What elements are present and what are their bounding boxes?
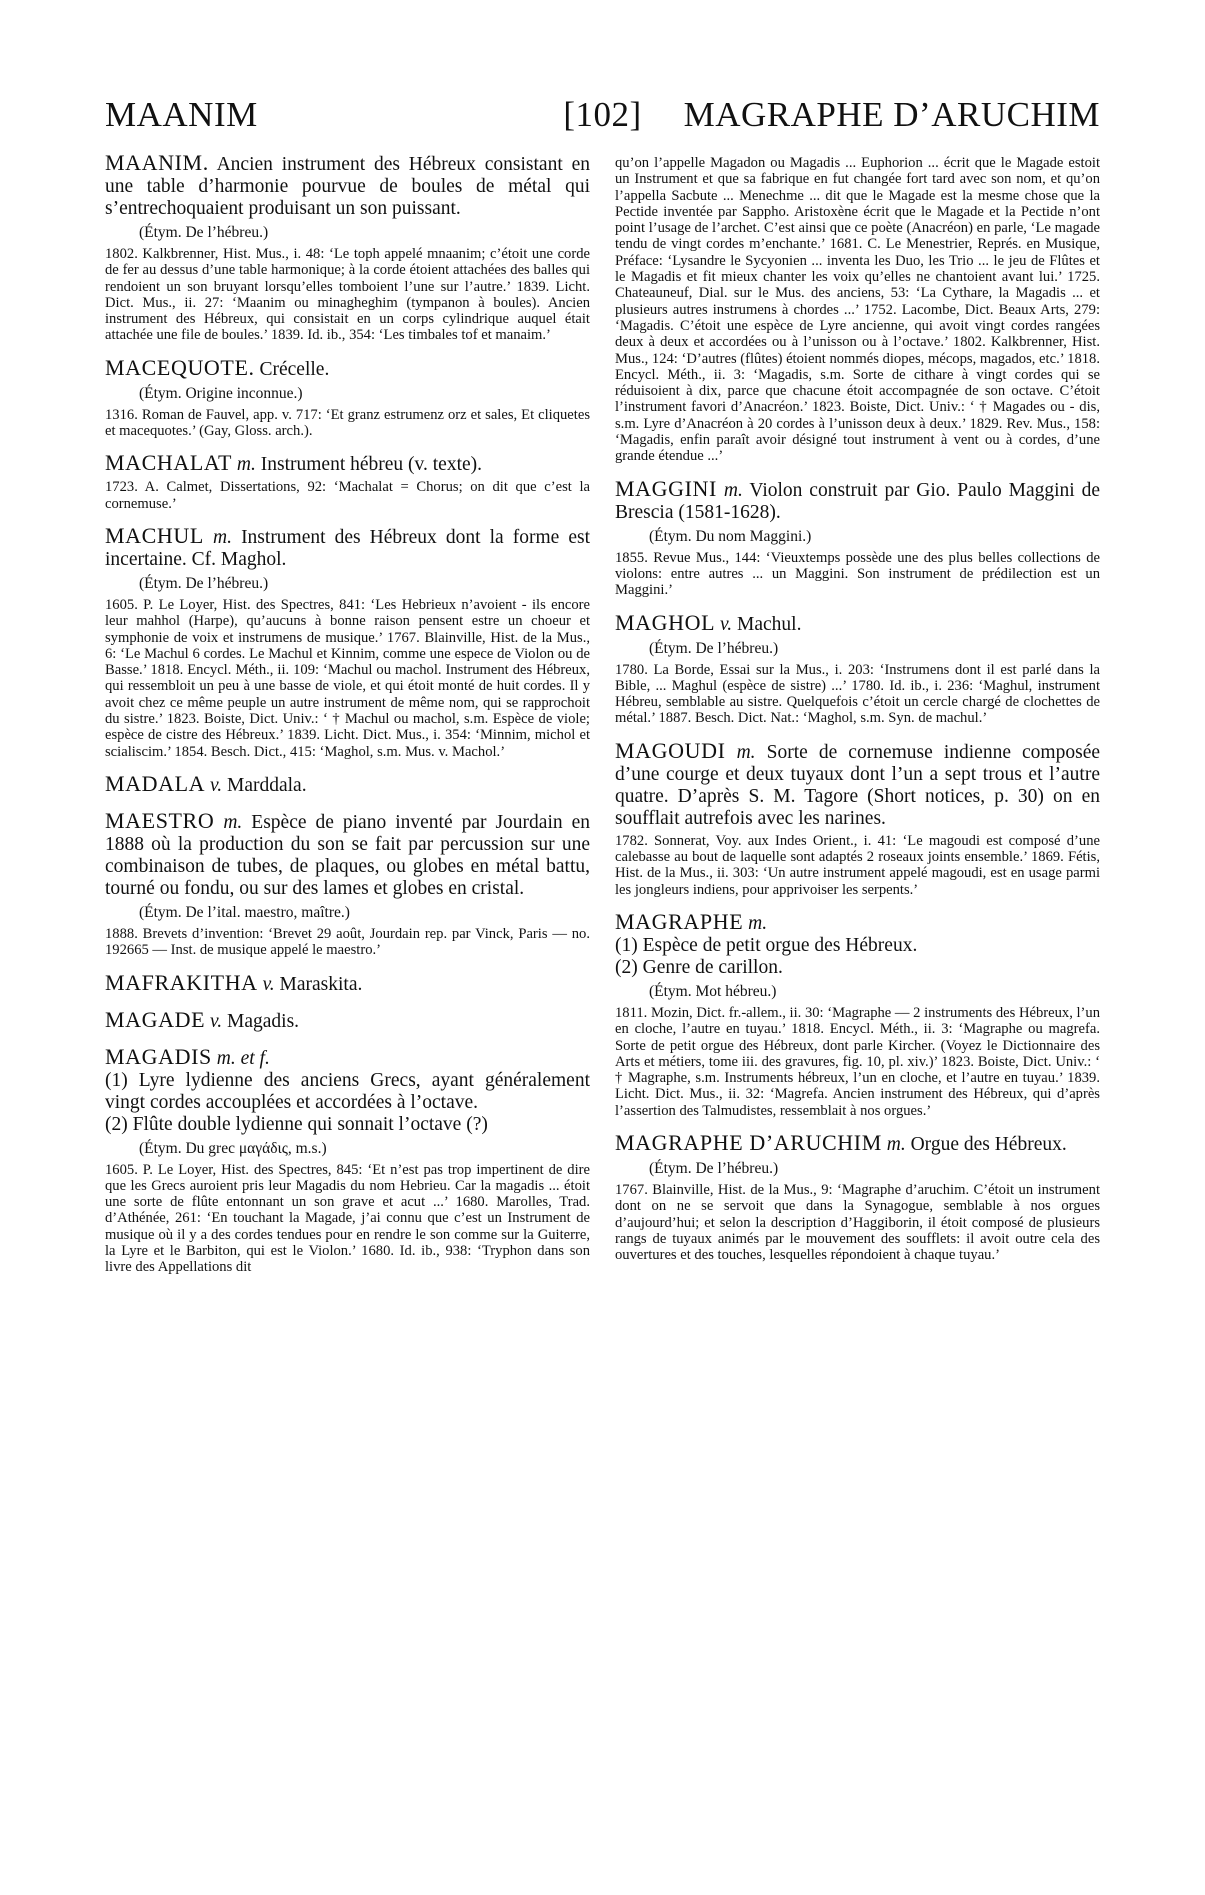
running-header: [105, 95, 1100, 141]
etymology: (Étym. De l’hébreu.): [139, 574, 269, 592]
etymology: (Étym. Du grec μαγάδις, m.s.): [139, 1139, 327, 1157]
entry-definition-line: [105, 354, 590, 381]
grammatical-label: m.: [736, 741, 756, 763]
etymology: (Étym. De l’ital. maestro, maître.): [139, 903, 350, 921]
entry-definition: Sorte de cornemuse indienne composée d’une courge et deux tuyaux dont l’un a sept trous et l’autre quatre. D’après S. M. Tagore (Short notices, p. 30) on en soufflait autrefois avec les narines.: [615, 741, 1101, 829]
entry-headword: MAGADE: [105, 1006, 206, 1032]
citations: 1782. Sonnerat, Voy. aux Indes Orient., i. 41: ‘Le magoudi est composé d’une calebasse au bout de laquelle sont adaptés 2 roseaux joints ensemble.’ 1869. Fétis, Hist. de la Mus., ii. 303: ‘Un autre instrument appelé magoudi, est en usage parmi les jongleurs indiens, pour apprivoiser les serpents.’: [615, 832, 1100, 898]
dictionary-entry: [105, 152, 590, 344]
entry-headword: MAESTRO: [105, 807, 215, 833]
dictionary-entry: [615, 609, 1100, 727]
grammatical-label: v.: [262, 973, 275, 995]
grammatical-label: m.: [886, 1133, 906, 1155]
entry-headword: MAGRAPHE D’ARUCHIM: [615, 1129, 882, 1155]
header-right-guide-word: MAGRAPHE D’ARUCHIM: [683, 95, 1100, 134]
citations: 1605. P. Le Loyer, Hist. des Spectres, 845: ‘Et n’est pas trop impertinent de dire que les Grecs auroient pris leur Magadis du nom Hebrieu. Car la magadis ... étoit une sorte de flûte entonnant un son grave et acut ...’ 1680. Marolles, Trad. d’Athénée, 261: ‘En touchant la Magade, j’ai connu que c’est un Instrument de musique où il y a des cordes tendues pour en rendre le son comme sur la Guiterre, la Lyre et le Barbiton, qui est le Violon.’ 1680. Id. ib., 938: ‘Tryphon dans son livre des Appellations dit: [105, 1161, 590, 1276]
left-column: [105, 152, 590, 1289]
entry-sense: (2) Flûte double lydienne qui sonnait l’octave (?): [105, 1113, 488, 1135]
entry-headword: MACHALAT: [105, 450, 233, 476]
entry-sense: (2) Genre de carillon.: [615, 956, 783, 978]
dictionary-entry: [615, 737, 1101, 898]
entry-definition: Maraskita.: [279, 973, 363, 995]
page-number: [102]: [563, 95, 642, 134]
entry-headword: MAGHOL: [615, 609, 716, 635]
dictionary-entry: [105, 452, 590, 512]
grammatical-label: v.: [210, 774, 223, 796]
dictionary-entry: [105, 969, 590, 996]
grammatical-label: m.: [748, 912, 768, 934]
entry-definition: Violon construit par Gio. Paulo Maggini de Brescia (1581-1628).: [615, 479, 1100, 523]
entry-headword: MACEQUOTE.: [105, 354, 255, 380]
entry-definition-line: [615, 1129, 1100, 1156]
grammatical-label: m.: [213, 526, 232, 548]
dictionary-entry: [615, 1129, 1100, 1264]
dictionary-entry: [615, 155, 1100, 465]
citations: 1811. Mozin, Dict. fr.-allem., ii. 30: ‘Magraphe — 2 instruments des Hébreux, l’un en cloche, l’autre en tuyau.’ 1818. Encycl. Méth., ii. 3: ‘Magraphe ou magrefa. Sorte de petit orgue des Hébreux, dont parle Kircher. (Voyez le Dictionnaire des Arts et métiers, tome iii. des gravures, fig. 10, pl. xiv.)’ 1823. Boiste, Dict. Univ.: ‘ † Magraphe, s.m. Instruments hébreux, l’un en cloche, et l’autre en tuyau.’ 1839. Licht. Dict. Mus., ii. 32: ‘Magrefa. Ancien instrument des Hébreux, qui d’après l’assertion des Talmudistes, ressemblait à nos orgues.’: [615, 1004, 1101, 1119]
citations: 1780. La Borde, Essai sur la Mus., i. 203: ‘Instrumens dont il est parlé dans la Bible, ... Maghul (espèce de sistre) ...’ 1780. Id. ib., i. 236: ‘Maghul, instrument Hébreu, semblable au sistre. Quelquefois c’étoit un cercle chargé de clochettes de métal.’ 1887. Besch. Dict. Nat.: ‘Maghol, s.m. Syn. de machul.’: [615, 661, 1100, 727]
dictionary-entry: [615, 475, 1100, 599]
entry-definition: Instrument des Hébreux dont la forme est incertaine. Cf. Maghol.: [105, 526, 591, 570]
entry-definition-line: [615, 475, 1100, 524]
etymology: (Étym. De l’hébreu.): [649, 1159, 779, 1177]
entry-definition-line: [105, 969, 590, 996]
entry-sense: (1) Espèce de petit orgue des Hébreux.: [615, 934, 918, 956]
entry-definition-line: [615, 908, 1100, 935]
etymology: (Étym. Du nom Maggini.): [649, 527, 812, 545]
entry-headword: MAGGINI: [615, 475, 717, 501]
entry-definition: Crécelle.: [259, 358, 330, 380]
citations: qu’on l’appelle Magadon ou Magadis ... Euphorion ... écrit que le Magade estoit un Instrument et que sa fabrique en fut changée fort tard avec son nom, et qu’on l’appella Sacbute ... Menechme ... dit que le Magade est la mesme chose que la Pectide inventée par Sappho. Aristoxène écrit que le Magade et la Pectide n’ont point l’usage de l’archet. C’est ainsi que ce poète (Anacréon) en parle, ‘Le magade tendu de vingt cordes m’enchante.’ 1681. C. Le Menestrier, Représ. en Musique, Préface: ‘Lysandre le Sycyonien ... inventa les Duo, les Trio ... le jeu de Flûtes et le Magadis et fit mieux chanter les voix qu’elles ne chantoient avant lui.’ 1725. Chateauneuf, Dial. sur le Mus. des anciens, 53: ‘La Cythare, la Magadis ... et plusieurs autres instrumens à chordes ...’ 1752. Lacombe, Dict. Beaux Arts, 279: ‘Magadis. C’étoit une espèce de Lyre ancienne, qui avoit vingt cordes rangées deux à deux et accordées ou à l’unisson ou à l’octave.’ 1802. Kalkbrenner, Hist. Mus., 124: ‘D’autres (flûtes) étoient nommés diopes, mécops, magados, etc.’ 1818. Encycl. Méth., ii. 3: ‘Magadis, s.m. Sorte de cithare à vingt cordes qui se réduisoient à dix, parce que chacune étoit accompagnée de son octave. C’étoit l’instrument favori d’Anacréon.’ 1823. Boiste, Dict. Univ.: ‘ † Magades ou - dis, s.m. Lyre d’Anacréon à 20 cordes à l’unisson deux à deux.’ 1829. Rev. Mus., 158: ‘Magadis, enfin paraît avoir désigné tout instrument à vent ou à cordes, d’une grande étendue ...’: [615, 155, 1100, 465]
entry-headword: MAFRAKITHA: [105, 969, 258, 995]
entry-definition-line: [105, 1043, 590, 1070]
entry-headword: MAANIM.: [105, 150, 209, 175]
dictionary-entry: [615, 908, 1101, 1119]
entry-headword: MADALA: [105, 770, 206, 796]
entry-headword: MAGRAPHE: [615, 908, 744, 934]
entry-definition-line: [105, 522, 591, 571]
entry-headword: MACHUL: [105, 522, 204, 548]
entry-headword: MAGOUDI: [615, 737, 726, 763]
entry-definition-line: [105, 770, 590, 797]
citations: 1888. Brevets d’invention: ‘Brevet 29 août, Jourdain rep. par Vinck, Paris — no. 192665 — Inst. de musique appelé le maestro.’: [105, 925, 590, 959]
dictionary-entry: [105, 1006, 590, 1033]
entry-definition: Machul.: [737, 613, 802, 635]
entry-definition-line: [105, 452, 590, 476]
entry-definition-line: [615, 609, 1100, 636]
citations: 1605. P. Le Loyer, Hist. des Spectres, 841: ‘Les Hebrieux n’avoient - ils encore leur mahhol (Harpe), qu’aucuns à bonne raison pensent estre un choeur et symphonie de voix et instrumens de musique.’ 1767. Blainville, Hist. de la Mus., 6: ‘Le Machul 6 cordes. Le Machul et Kinnim, comme une espece de Violon ou de Basse.’ 1818. Encycl. Méth., ii. 109: ‘Machul ou machol. Instrument des Hébreux, qui ressembloit un peu à une basse de viole, et qui étoit monté de huit cordes. Il y avoit chez ce même peuple un autre instrument de même nom, qui se rapprochoit du sistre.’ 1823. Boiste, Dict. Univ.: ‘ † Machul ou machol, s.m. Espèce de viole; espèce de cistre des Hébreux.’ 1839. Licht. Dict. Mus., i. 354: ‘Minnim, michol et scialiscim.’ 1854. Besch. Dict., 415: ‘Maghol, s.m. Mus. v. Machol.’: [105, 596, 590, 760]
grammatical-label: m.: [723, 479, 743, 501]
entry-definition-line: [105, 152, 590, 220]
grammatical-label: m.: [236, 454, 256, 476]
etymology: (Étym. De l’hébreu.): [139, 224, 269, 241]
entry-definition-line: [615, 737, 1101, 830]
dictionary-entry: [105, 770, 590, 797]
citations: 1316. Roman de Fauvel, app. v. 717: ‘Et granz estrumenz orz et sales, Et cliquetes et macequotes.’ (Gay, Gloss. arch.).: [105, 406, 590, 440]
dictionary-entry: [105, 807, 591, 959]
entry-definition: Espèce de piano inventé par Jourdain en 1888 où la production du son se fait par percussion sur une combinaison de tubes, de plaques, ou globes en métal battu, tourné ou fondu, ou sur des lames et globes en cristal.: [105, 811, 591, 899]
grammatical-label: m.: [223, 811, 243, 833]
etymology: (Étym. Mot hébreu.): [649, 982, 777, 1000]
dictionary-entry: [105, 1043, 590, 1276]
entry-definition-line: [105, 1006, 590, 1033]
dictionary-entry: [105, 522, 591, 760]
entry-definition: Instrument hébreu (v. texte).: [260, 454, 483, 476]
entry-headword: MAGADIS: [105, 1043, 212, 1069]
citations: 1802. Kalkbrenner, Hist. Mus., i. 48: ‘Le toph appelé mnaanim; c’étoit une corde de fer au dessus d’une table harmonique; à la corde étoient attachées des balles qui rendoient un son bruyant lorsqu’elles tomboient l’une sur l’autre.’ 1839. Licht. Dict. Mus., ii. 27: ‘Maanim ou minagheghim (tympanon à boules). Ancien instrument des Hébreux, qui consistait en un corps cylindrique auquel était attachée une file de boules.’ 1839. Id. ib., 354: ‘Les timbales tof et manaim.’: [105, 246, 590, 344]
dictionary-entry: [105, 354, 590, 440]
etymology: (Étym. De l’hébreu.): [649, 639, 779, 657]
entry-sense: (1) Lyre lydienne des anciens Grecs, ayant généralement vingt cordes accouplées et accordées à l’octave.: [105, 1069, 590, 1113]
etymology: (Étym. Origine inconnue.): [139, 384, 303, 402]
grammatical-label: v.: [720, 613, 733, 635]
entry-definition: Orgue des Hébreux.: [910, 1133, 1067, 1155]
grammatical-label: v.: [210, 1010, 223, 1032]
grammatical-label: m. et f.: [216, 1047, 270, 1069]
citations: 1767. Blainville, Hist. de la Mus., 9: ‘Magraphe d’aruchim. C’étoit un instrument dont on ne se servoit que dans la Synagogue, semblable à nos orgues d’aujourd’hui; et selon la description d’Haggiborin, il étoit composé de plusieurs rangs de tuyaux animés par le mouvement des soufflets: il avoit outre cela des ouvertures et des touches, lesquelles répondoient à chaque tuyau.’: [615, 1181, 1100, 1264]
entry-definition: Magadis.: [227, 1010, 300, 1032]
entry-definition: Ancien instrument des Hébreux consistant en une table d’harmonie pourvue de boules de métal qui s’entrechoquaient produisant un son puissant.: [105, 154, 590, 219]
entry-definition-line: [105, 807, 591, 900]
citations: 1855. Revue Mus., 144: ‘Vieuxtemps possède une des plus belles collections de violons: entre autres ... un Maggini. Son instrument de prédilection est un Maggini.’: [615, 549, 1100, 599]
header-left-guide-word: MAANIM: [105, 95, 258, 134]
entry-definition: Marddala.: [227, 774, 307, 796]
right-column: [615, 152, 1100, 1276]
citations: 1723. A. Calmet, Dissertations, 92: ‘Machalat = Chorus; on dit que c’est la cornemuse.’: [105, 479, 590, 512]
